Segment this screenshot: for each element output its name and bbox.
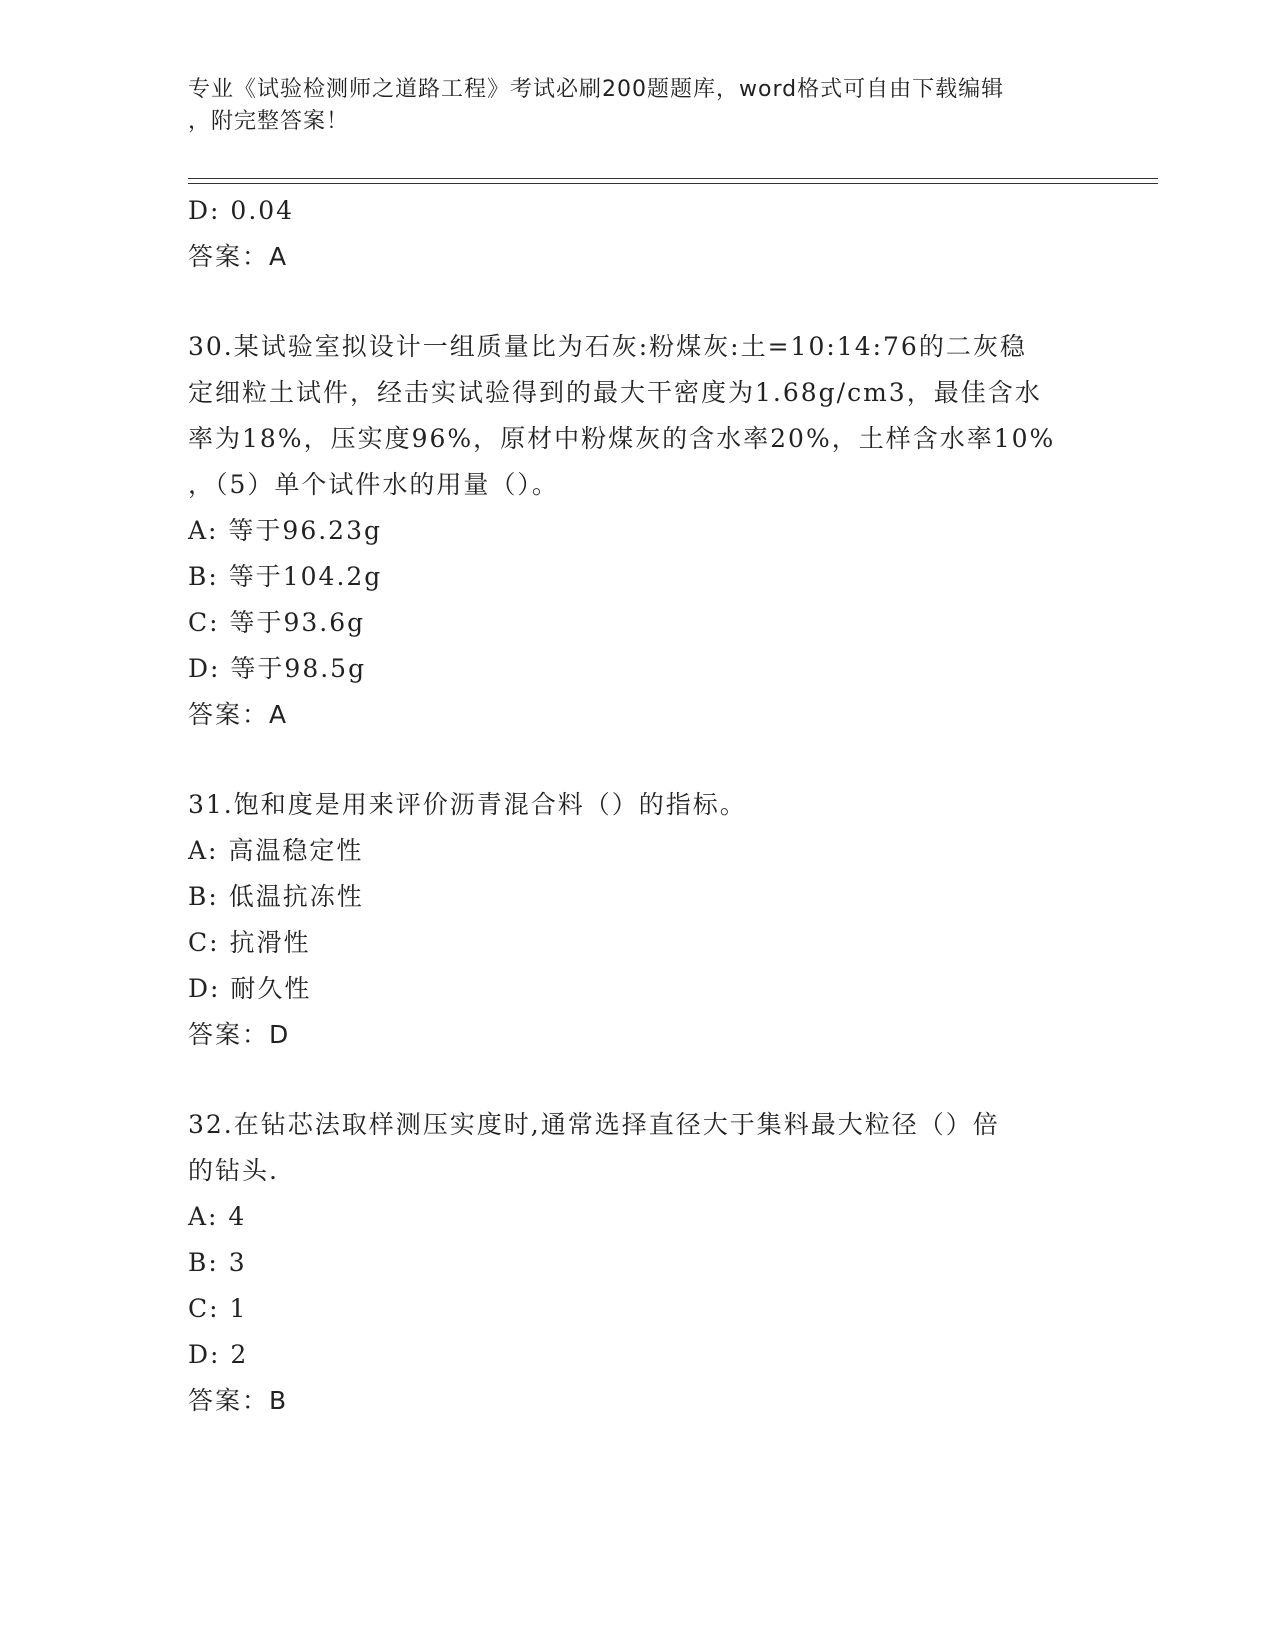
question-31 xyxy=(188,782,1088,1058)
option-b: B: 低温抗冻性 xyxy=(188,882,364,911)
question-32 xyxy=(188,1102,1088,1424)
option-b: B: 3 xyxy=(188,1248,247,1277)
header-rule-top xyxy=(188,178,1158,179)
option-c: C: 抗滑性 xyxy=(188,928,311,957)
question-stem-line: 的钻头. xyxy=(188,1156,279,1185)
prev-option-d: D: 0.04 xyxy=(188,196,295,225)
option-d: D: 等于98.5g xyxy=(188,654,367,683)
option-d: D: 耐久性 xyxy=(188,974,312,1003)
option-a: A: 高温稳定性 xyxy=(188,836,364,865)
option-a: A: 等于96.23g xyxy=(188,516,382,545)
answer: 答案：D xyxy=(188,1020,291,1049)
spacer xyxy=(188,1058,1088,1102)
spacer xyxy=(188,738,1088,782)
question-stem-line: 30.某试验室拟设计一组质量比为石灰:粉煤灰:土=10:14:76的二灰稳 xyxy=(188,332,1027,361)
option-b: B: 等于104.2g xyxy=(188,562,383,591)
document-body xyxy=(188,188,1088,1424)
option-c: C: 1 xyxy=(188,1294,248,1323)
question-30 xyxy=(188,324,1088,738)
question-stem-line: 定细粒土试件，经击实试验得到的最大干密度为1.68g/cm3，最佳含水 xyxy=(188,378,1042,407)
answer: 答案：A xyxy=(188,700,289,729)
option-a: A: 4 xyxy=(188,1202,247,1231)
header-title-line-2: ，附完整答案！ xyxy=(188,109,350,134)
answer: 答案：B xyxy=(188,1386,289,1415)
question-stem-line: 率为18%，压实度96%，原材中粉煤灰的含水率20%，土样含水率10% xyxy=(188,424,1056,453)
question-stem-line: 31.饱和度是用来评价沥青混合料（）的指标。 xyxy=(188,790,747,819)
document-header xyxy=(188,74,1088,138)
question-stem-line: 32.在钻芯法取样测压实度时,通常选择直径大于集料最大粒径（）倍 xyxy=(188,1110,1000,1139)
header-rule-bottom xyxy=(188,183,1158,184)
option-c: C: 等于93.6g xyxy=(188,608,366,637)
question-stem-line: ，（5）单个试件水的用量（）。 xyxy=(188,470,559,499)
spacer xyxy=(188,280,1088,324)
option-d: D: 2 xyxy=(188,1340,249,1369)
header-title-line-1: 专业《试验检测师之道路工程》考试必刷200题题库，word格式可自由下载编辑 xyxy=(188,77,1005,102)
prev-answer: 答案：A xyxy=(188,242,289,271)
